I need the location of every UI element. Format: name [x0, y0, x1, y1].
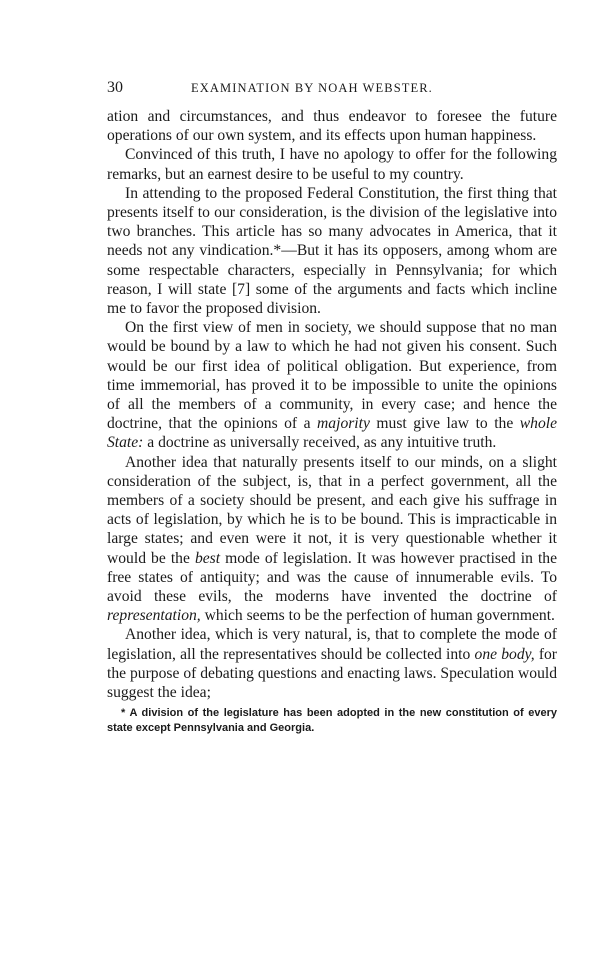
text-run: Another idea, which is very natural, is, that to complete the mode of legislation, all the representatives should be collected into: [107, 626, 557, 663]
footnote: * A division of the legislature has been adopted in the new constitution of every state except Pennsylvania and Georgia.: [107, 707, 557, 735]
italic-run: best: [194, 549, 221, 567]
page-number: 30: [107, 79, 123, 96]
paragraph: [107, 625, 557, 702]
text-run: ation and circumstances, and thus endeavor to foresee the future operations of our own system, and its effects upon human happiness.: [107, 108, 557, 145]
text-run: Another idea that naturally presents itself to our minds, on a slight consideration of the subject, is, that in a perfect government, all the members of a society should be present, and each give his suffrage in acts of legislation, by which he is to be bound. This is impracticable in large states; and even were it not, it is very questionable whether it would be the: [107, 453, 557, 567]
text-run: Convinced of this truth, I have no apology to offer for the following remarks, but an earnest desire to be useful to my country.: [107, 146, 557, 183]
text-run: mode of legislation. It was however practised in the free states of antiquity; and was the cause of innumerable evils. To avoid these evils, the moderns have invented the doctrine of: [107, 549, 558, 606]
text-run: a doctrine as universally received, as any intuitive truth.: [143, 434, 497, 452]
italic-run: representation,: [107, 607, 201, 625]
paragraph: [107, 107, 557, 145]
running-head: EXAMINATION BY NOAH WEBSTER.: [191, 81, 433, 95]
text-run: On the first view of men in society, we should suppose that no man would be bound by a law to which he had not given his consent. Such would be our first idea of political obligation. But experience, from time immemorial, has proved it to be impossible to unite the opinions of all the members of a community, in every case; and hence the doctrine, that the opinions of a: [107, 319, 557, 433]
paragraph: [107, 318, 557, 452]
text-run: In attending to the proposed Federal Constitution, the first thing that presents itself to our consideration, is the division of the legislative into two branches. This article has so many advocates in America, that it needs not any vindication.*—But it has its opposers, among whom are some respectable characters, especially in Pennsylvania; for which reason, I will state [7] some of the arguments and facts which incline me to favor the proposed division.: [107, 184, 557, 318]
italic-run: one body,: [474, 645, 535, 663]
book-page: [107, 79, 557, 736]
text-run: must give law to the: [369, 415, 520, 433]
paragraph: [107, 184, 557, 318]
text-run: which seems to be the perfection of human government.: [200, 607, 555, 625]
page-header: [107, 79, 557, 101]
italic-run: majority: [317, 415, 370, 433]
paragraph: [107, 453, 557, 626]
text-run: for the purpose of debating questions and enacting laws. Speculation would suggest the idea;: [107, 645, 557, 702]
italic-run: whole State:: [107, 415, 557, 452]
paragraph: [107, 145, 557, 183]
body-text: [107, 107, 557, 702]
